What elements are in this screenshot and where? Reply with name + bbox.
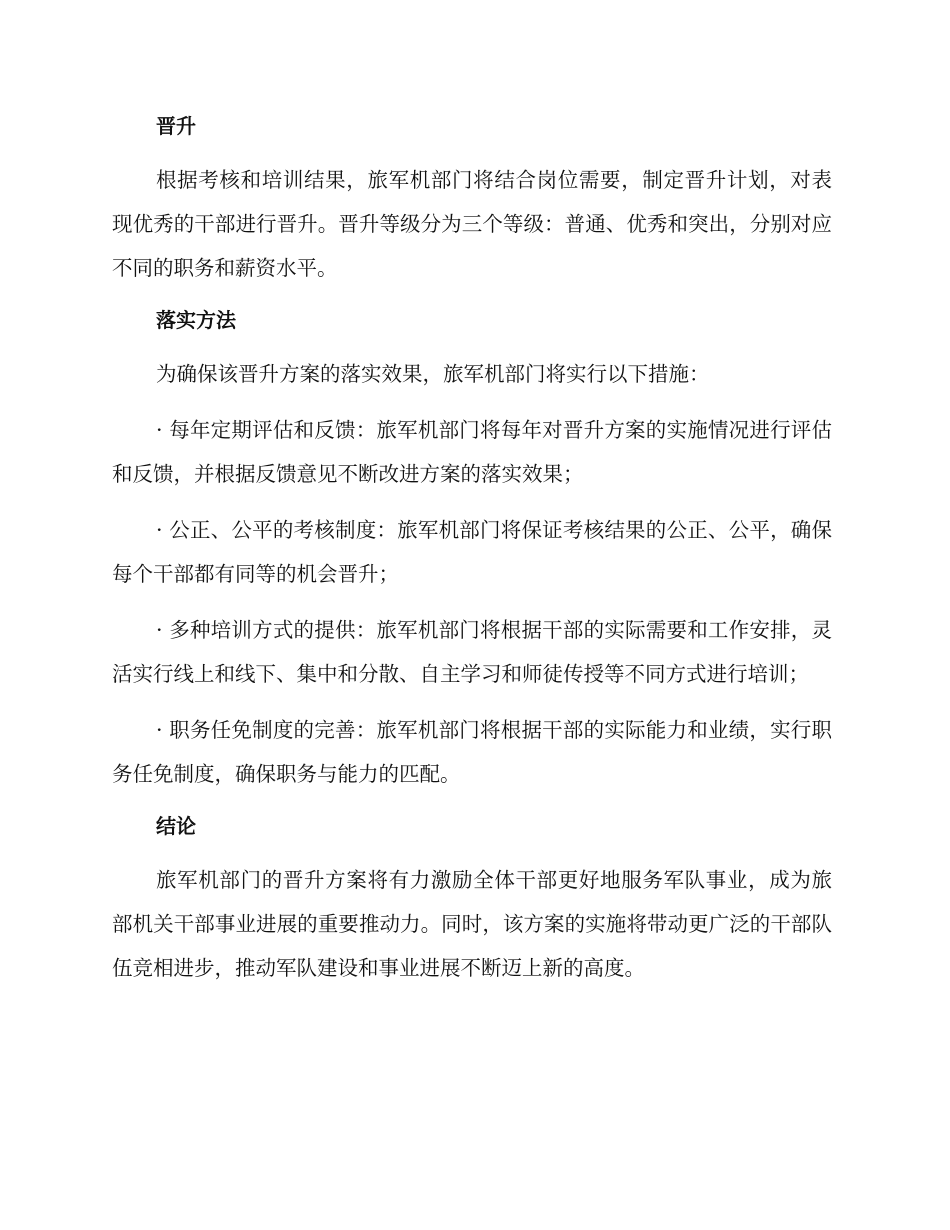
paragraph-implementation-intro: 为确保该晋升方案的落实效果，旅军机部门将实行以下措施：: [156, 362, 710, 386]
bullet-item-fair-assessment: · 公正、公平的考核制度：旅军机部门将保证考核结果的公正、公平，确保每个干部都有同等的机会晋升；: [112, 518, 832, 586]
paragraph-promotion: 根据考核和培训结果，旅军机部门将结合岗位需要，制定晋升计划，对表现优秀的干部进行晋升。晋升等级分为三个等级：普通、优秀和突出，分别对应不同的职务和薪资水平。: [112, 168, 832, 280]
section-heading-conclusion: 结论: [156, 814, 196, 838]
document-page: [112, 108, 832, 1002]
section-heading-implementation: 落实方法: [156, 308, 236, 332]
paragraph-conclusion: 旅军机部门的晋升方案将有力激励全体干部更好地服务军队事业，成为旅部机关干部事业进展的重要推动力。同时，该方案的实施将带动更广泛的干部队伍竞相进步，推动军队建设和事业进展不断迈上新的高度。: [112, 868, 832, 980]
bullet-item-appointment-system: · 职务任免制度的完善：旅军机部门将根据干部的实际能力和业绩，实行职务任免制度，确保职务与能力的匹配。: [112, 718, 832, 786]
bullet-item-training-methods: · 多种培训方式的提供：旅军机部门将根据干部的实际需要和工作安排，灵活实行线上和线下、集中和分散、自主学习和师徒传授等不同方式进行培训；: [112, 618, 832, 686]
bullet-item-annual-review: · 每年定期评估和反馈：旅军机部门将每年对晋升方案的实施情况进行评估和反馈，并根据反馈意见不断改进方案的落实效果；: [112, 418, 832, 486]
section-heading-promotion: 晋升: [156, 114, 196, 138]
